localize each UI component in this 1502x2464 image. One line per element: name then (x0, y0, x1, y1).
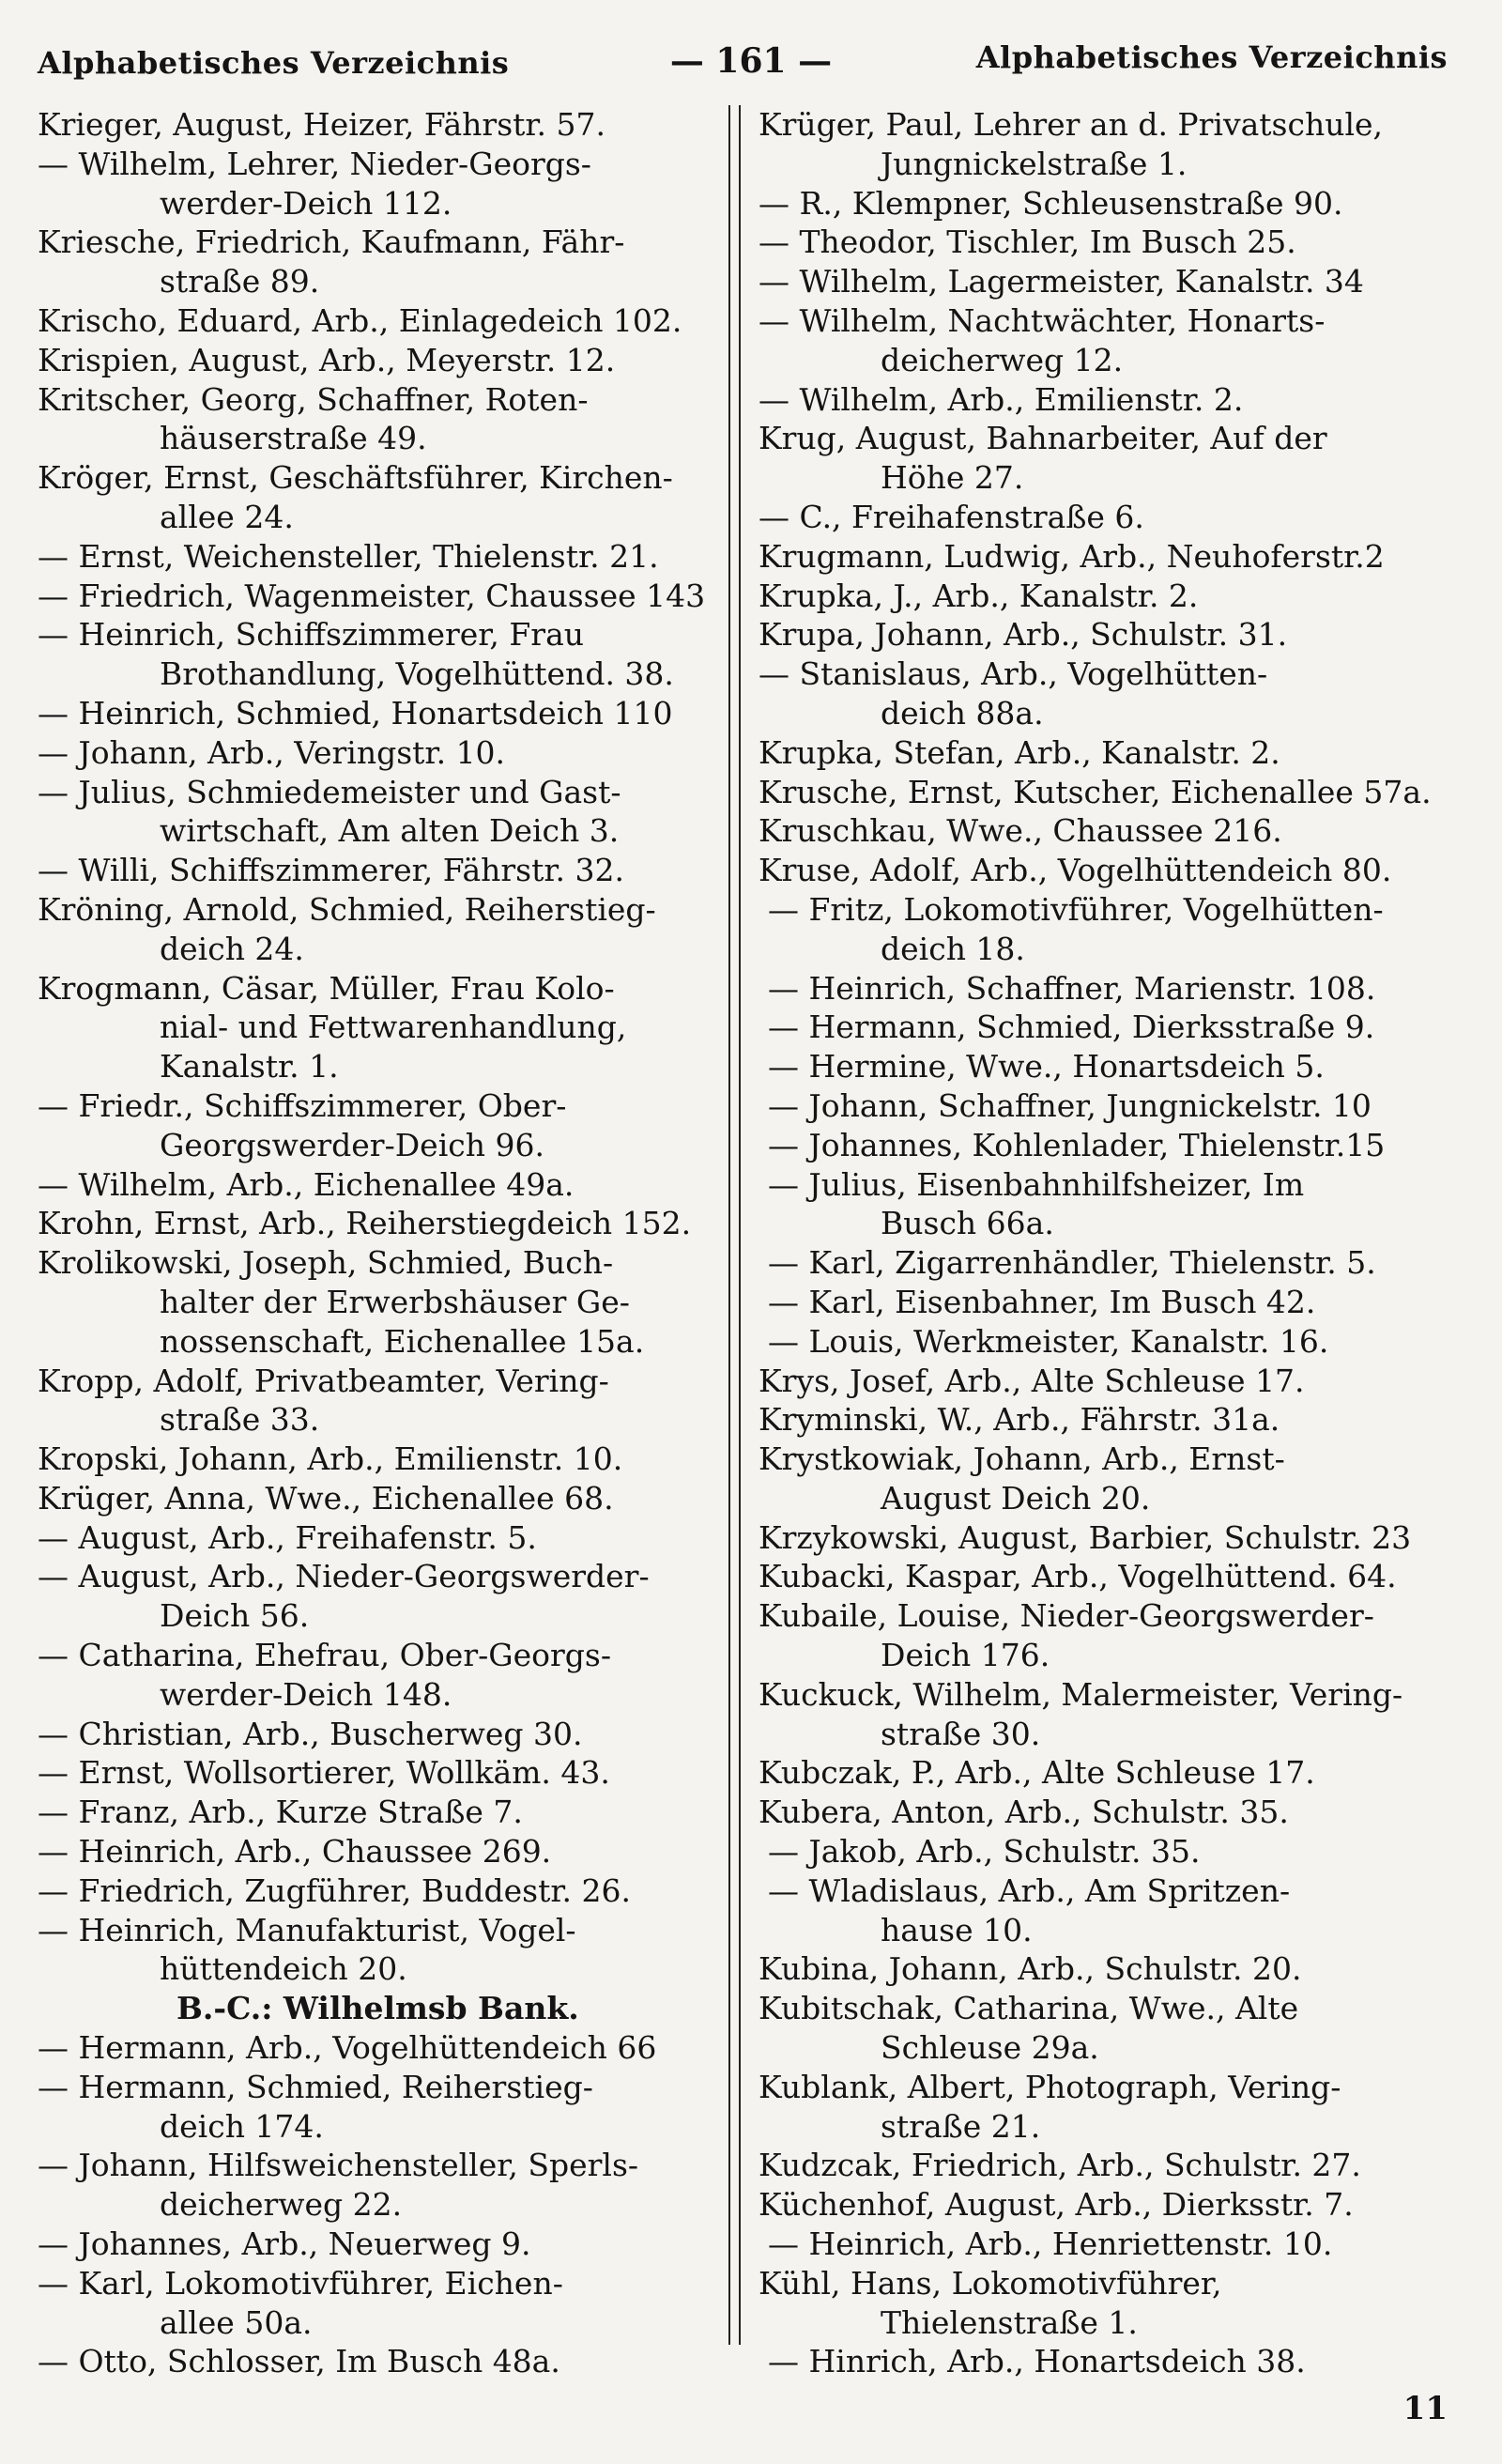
directory-line: nossenschaft, Eichenallee 15a. (160, 1322, 645, 1360)
directory-line: — Julius, Schmiedemeister und Gast- (38, 773, 621, 810)
header-right-title: Alphabetisches Verzeichnis (975, 39, 1448, 75)
directory-line: Krispien, August, Arb., Meyerstr. 12. (38, 341, 616, 378)
directory-line: — Heinrich, Schaffner, Marienstr. 108. (768, 969, 1376, 1007)
directory-line: — Jakob, Arb., Schulstr. 35. (768, 1833, 1201, 1871)
directory-line: — August, Arb., Nieder-Georgswerder- (38, 1558, 650, 1595)
directory-line: häuserstraße 49. (160, 420, 427, 457)
directory-line: — Friedr., Schiffszimmerer, Ober- (38, 1086, 567, 1124)
directory-line: — Heinrich, Schmied, Honartsdeich 110 (38, 694, 673, 732)
directory-line: Jungnickelstraße 1. (881, 145, 1188, 182)
directory-line: straße 89. (160, 263, 320, 300)
directory-line: — Wilhelm, Lagermeister, Kanalstr. 34 (759, 263, 1364, 300)
directory-line: — Julius, Eisenbahnhilfsheizer, Im (768, 1165, 1305, 1203)
directory-line: Krogmann, Cäsar, Müller, Frau Kolo- (38, 969, 615, 1007)
directory-line: — Hermann, Schmied, Reiherstieg- (38, 2068, 593, 2105)
directory-line: deich 174. (160, 2107, 324, 2145)
directory-line: Kuckuck, Wilhelm, Malermeister, Vering- (759, 1675, 1403, 1713)
directory-line: — Catharina, Ehefrau, Ober-Georgs- (38, 1637, 611, 1674)
directory-line: Kryminski, W., Arb., Fährstr. 31a. (759, 1401, 1280, 1439)
header-left-title: Alphabetisches Verzeichnis (38, 45, 510, 81)
directory-line: — August, Arb., Freihafenstr. 5. (38, 1518, 537, 1556)
directory-line: — Friedrich, Wagenmeister, Chaussee 143 (38, 577, 706, 614)
directory-line: Krupka, Stefan, Arb., Kanalstr. 2. (759, 733, 1280, 771)
page-header (0, 38, 1502, 94)
directory-line: — Hinrich, Arb., Honartsdeich 38. (768, 2343, 1306, 2380)
directory-line: Höhe 27. (881, 459, 1024, 497)
directory-line: Krüger, Anna, Wwe., Eichenallee 68. (38, 1479, 614, 1517)
directory-line: Krzykowski, August, Barbier, Schulstr. 23 (759, 1518, 1412, 1556)
directory-line: August Deich 20. (881, 1479, 1151, 1517)
right-column (759, 105, 1481, 2381)
directory-line: — Heinrich, Manufakturist, Vogel- (38, 1911, 576, 1948)
directory-line: werder-Deich 112. (160, 184, 452, 222)
directory-line: Kudzcak, Friedrich, Arb., Schulstr. 27. (759, 2147, 1361, 2184)
directory-line: — Hermann, Schmied, Dierksstraße 9. (768, 1009, 1375, 1046)
directory-line: — Louis, Werkmeister, Kanalstr. 16. (768, 1322, 1329, 1360)
directory-line: — Karl, Zigarrenhändler, Thielenstr. 5. (768, 1244, 1376, 1282)
directory-line: Krüger, Paul, Lehrer an d. Privatschule, (759, 106, 1384, 143)
directory-line: wirtschaft, Am alten Deich 3. (160, 812, 620, 850)
directory-line: Kublank, Albert, Photograph, Vering- (759, 2068, 1341, 2105)
directory-line: hause 10. (881, 1911, 1033, 1948)
directory-line: Kanalstr. 1. (160, 1048, 339, 1086)
directory-line: straße 21. (881, 2107, 1041, 2145)
directory-line: — Ernst, Weichensteller, Thielenstr. 21. (38, 537, 659, 575)
directory-line: Krohn, Ernst, Arb., Reiherstiegdeich 152. (38, 1205, 692, 1242)
directory-line: Kubacki, Kaspar, Arb., Vogelhüttend. 64. (759, 1558, 1397, 1595)
directory-line: Kühl, Hans, Lokomotivführer, (759, 2264, 1222, 2302)
directory-line: allee 24. (160, 498, 294, 535)
directory-line: — Wilhelm, Lehrer, Nieder-Georgs- (38, 145, 591, 182)
directory-line: — Fritz, Lokomotivführer, Vogelhütten- (768, 890, 1384, 928)
directory-line: — C., Freihafenstraße 6. (759, 498, 1144, 535)
directory-line: deich 24. (160, 930, 304, 967)
directory-line: Krieger, August, Heizer, Fährstr. 57. (38, 106, 606, 143)
directory-line: — Willi, Schiffszimmerer, Fährstr. 32. (38, 852, 624, 889)
directory-line: allee 50a. (160, 2303, 313, 2341)
directory-line: Krys, Josef, Arb., Alte Schleuse 17. (759, 1362, 1305, 1399)
directory-line: — Ernst, Wollsortierer, Wollkäm. 43. (38, 1754, 610, 1792)
directory-line: — Karl, Eisenbahner, Im Busch 42. (768, 1283, 1316, 1320)
directory-line: Kritscher, Georg, Schaffner, Roten- (38, 380, 589, 418)
directory-line: Kruschkau, Wwe., Chaussee 216. (759, 812, 1282, 850)
directory-line: straße 30. (881, 1715, 1041, 1752)
directory-line: Deich 56. (160, 1597, 310, 1635)
directory-line: — Franz, Arb., Kurze Straße 7. (38, 1794, 523, 1831)
directory-line: — Wilhelm, Arb., Eichenallee 49a. (38, 1165, 575, 1203)
directory-line: Georgswerder-Deich 96. (160, 1126, 544, 1163)
left-column (38, 105, 718, 2381)
directory-line: deicherweg 12. (881, 341, 1124, 378)
directory-line: halter der Erwerbshäuser Ge- (160, 1283, 630, 1320)
directory-line: — Heinrich, Arb., Henriettenstr. 10. (768, 2225, 1333, 2263)
directory-line: Kröning, Arnold, Schmied, Reiherstieg- (38, 890, 656, 928)
directory-line: — Heinrich, Arb., Chaussee 269. (38, 1833, 552, 1871)
directory-line: Krupa, Johann, Arb., Schulstr. 31. (759, 616, 1288, 654)
directory-line: Kubina, Johann, Arb., Schulstr. 20. (759, 1950, 1302, 1988)
directory-line: — Johann, Arb., Veringstr. 10. (38, 733, 506, 771)
directory-line: Kropski, Johann, Arb., Emilienstr. 10. (38, 1440, 623, 1478)
directory-line: nial- und Fettwarenhandlung, (160, 1009, 627, 1046)
directory-line: Kubaile, Louise, Nieder-Georgswerder- (759, 1597, 1374, 1635)
directory-line: Kruse, Adolf, Arb., Vogelhüttendeich 80. (759, 852, 1392, 889)
directory-line: — Otto, Schlosser, Im Busch 48a. (38, 2343, 560, 2380)
directory-line: — Hermann, Arb., Vogelhüttendeich 66 (38, 2029, 657, 2067)
directory-line: — Hermine, Wwe., Honartsdeich 5. (768, 1048, 1325, 1086)
directory-line: deich 18. (881, 930, 1025, 967)
directory-line: Krischo, Eduard, Arb., Einlagedeich 102. (38, 301, 682, 339)
sheet-marker: 11 (1402, 2390, 1448, 2427)
directory-line: B.-C.: Wilhelmsb Bank. (176, 1990, 579, 2027)
directory-line: — Christian, Arb., Buscherweg 30. (38, 1715, 583, 1752)
directory-line: straße 33. (160, 1401, 320, 1439)
directory-line: — Karl, Lokomotivführer, Eichen- (38, 2264, 563, 2302)
directory-line: Kubera, Anton, Arb., Schulstr. 35. (759, 1794, 1289, 1831)
directory-line: — Stanislaus, Arb., Vogelhütten- (759, 655, 1268, 693)
column-divider (728, 105, 741, 2345)
directory-line: — Wilhelm, Nachtwächter, Honarts- (759, 301, 1326, 339)
directory-line: Krusche, Ernst, Kutscher, Eichenallee 57a. (759, 773, 1432, 810)
directory-line: Kröger, Ernst, Geschäftsführer, Kirchen- (38, 459, 673, 497)
directory-line: — Johannes, Kohlenlader, Thielenstr.15 (768, 1126, 1386, 1163)
directory-line: Krolikowski, Joseph, Schmied, Buch- (38, 1244, 614, 1282)
directory-line: Krugmann, Ludwig, Arb., Neuhoferstr.2 (759, 537, 1385, 575)
directory-line: — Johannes, Arb., Neuerweg 9. (38, 2225, 531, 2263)
directory-line: Kriesche, Friedrich, Kaufmann, Fähr- (38, 223, 625, 261)
directory-line: — Wladislaus, Arb., Am Spritzen- (768, 1871, 1291, 1909)
directory-line: deicherweg 22. (160, 2186, 403, 2224)
directory-line: — Friedrich, Zugführer, Buddestr. 26. (38, 1871, 631, 1909)
directory-line: Kubczak, P., Arb., Alte Schleuse 17. (759, 1754, 1315, 1792)
directory-line: — Johann, Schaffner, Jungnickelstr. 10 (768, 1086, 1372, 1124)
directory-line: Krystkowiak, Johann, Arb., Ernst- (759, 1440, 1285, 1478)
directory-line: Küchenhof, August, Arb., Dierksstr. 7. (759, 2186, 1354, 2224)
directory-line: — Johann, Hilfsweichensteller, Sperls- (38, 2147, 639, 2184)
directory-line: Busch 66a. (881, 1205, 1054, 1242)
directory-line: deich 88a. (881, 694, 1044, 732)
directory-line: Brothandlung, Vogelhüttend. 38. (160, 655, 674, 693)
directory-line: — Wilhelm, Arb., Emilienstr. 2. (759, 380, 1244, 418)
directory-line: Kropp, Adolf, Privatbeamter, Vering- (38, 1362, 609, 1399)
directory-line: Kubitschak, Catharina, Wwe., Alte (759, 1990, 1299, 2027)
directory-line: Krug, August, Bahnarbeiter, Auf der (759, 420, 1327, 457)
directory-line: — Theodor, Tischler, Im Busch 25. (759, 223, 1296, 261)
directory-line: Krupka, J., Arb., Kanalstr. 2. (759, 577, 1199, 614)
page-number: — 161 — (669, 41, 833, 81)
directory-line: Schleuse 29a. (881, 2029, 1099, 2067)
directory-line: — R., Klempner, Schleusenstraße 90. (759, 184, 1343, 222)
directory-line: werder-Deich 148. (160, 1675, 452, 1713)
directory-line: Deich 176. (881, 1637, 1050, 1674)
directory-line: — Heinrich, Schiffszimmerer, Frau (38, 616, 585, 654)
directory-line: hüttendeich 20. (160, 1950, 407, 1988)
directory-line: Thielenstraße 1. (881, 2303, 1138, 2341)
